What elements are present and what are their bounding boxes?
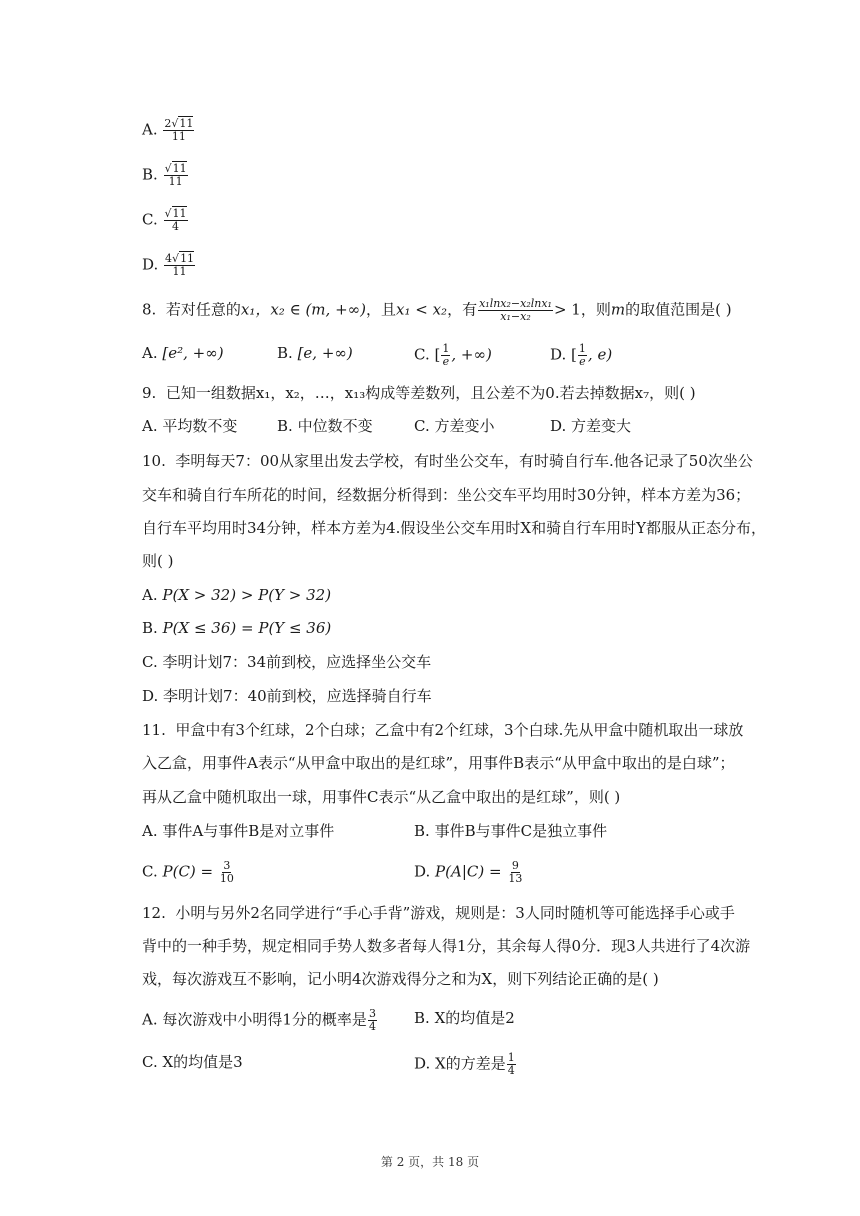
q8-option-d	[550, 343, 612, 368]
q10-stem-line-2	[142, 485, 750, 505]
option-letter: A.	[142, 344, 158, 362]
question-number: 12.	[142, 904, 166, 922]
denominator: 11	[171, 130, 186, 143]
denominator: e	[579, 355, 586, 368]
denominator: 13	[508, 872, 523, 885]
q9-option-a	[142, 416, 237, 436]
q11-text: 入乙盒，用事件A表示“从甲盒中取出的是红球”，用事件B表示“从甲盒中取出的是白球”；	[142, 754, 735, 772]
denominator: 10	[219, 872, 234, 885]
numerator: 1	[578, 342, 586, 355]
option-text: 每次游戏中小明得1分的概率是	[162, 1010, 367, 1029]
denominator: x₁−x₂	[500, 310, 531, 323]
q8-option-c	[414, 343, 492, 368]
option-letter: C.	[142, 1053, 158, 1071]
option-text: 方差变小	[434, 417, 495, 435]
denominator: 4	[172, 220, 179, 233]
q10-stem-line-1	[142, 451, 753, 471]
q9-option-d	[550, 416, 631, 436]
radicand: 11	[179, 117, 194, 130]
radicand: 11	[180, 252, 195, 265]
q10-text: 交车和骑自行车所花的时间，经数据分析得到：坐公交车平均用时30分钟，样本方差为36；	[142, 486, 751, 504]
option-letter: A.	[142, 822, 158, 840]
numerator: 3	[223, 859, 231, 872]
option-text: [	[571, 345, 577, 364]
radicand: 11	[172, 162, 187, 175]
option-letter: C.	[142, 653, 158, 671]
numerator: x₁lnx₂−x₂lnx₁	[479, 297, 552, 310]
option-letter: B.	[277, 417, 293, 435]
q11-stem-line-1	[142, 720, 743, 740]
fraction	[368, 1008, 377, 1033]
option-text: 事件B与事件C是独立事件	[434, 822, 608, 840]
q9-option-b	[277, 416, 373, 436]
q10-stem-line-3	[142, 518, 766, 538]
q12-option-c	[142, 1052, 243, 1072]
fraction: $\frac{√11}{11}$	[164, 162, 187, 188]
denominator: 4	[507, 1064, 515, 1077]
q12-stem-line-2	[142, 936, 750, 956]
q8-text: ，则	[580, 300, 611, 319]
page-footer: 第 2 页，共 18 页	[380, 1155, 480, 1169]
option-text: 中位数不变	[297, 417, 373, 435]
coefficient: 4	[165, 252, 173, 265]
q11-option-c	[142, 860, 236, 885]
q8-fraction	[478, 298, 553, 323]
option-letter: B.	[414, 1009, 430, 1027]
q11-option-b	[414, 821, 607, 841]
q9-text: 已知一组数据x₁，x₂，…，x₁₃构成等差数列，且公差不为0.若去掉数据x₇，则( )	[165, 384, 696, 402]
question-number: 11.	[142, 721, 166, 739]
option-text: 方差变大	[571, 417, 632, 435]
q12-option-a	[142, 1008, 378, 1033]
option-letter: D.	[142, 255, 159, 274]
q11-option-d	[414, 860, 524, 885]
option-letter: A.	[142, 1010, 158, 1029]
denominator: e	[442, 355, 450, 368]
q10-option-a	[142, 585, 331, 605]
option-letter: A.	[142, 586, 158, 604]
fraction	[578, 343, 587, 368]
option-letter: B.	[142, 165, 158, 184]
q8-text: 若对任意的	[165, 300, 241, 319]
numerator: 3	[368, 1007, 376, 1020]
q11-text: 再从乙盒中随机取出一球，用事件C表示“从乙盒中取出的是红球”，则( )	[142, 788, 621, 806]
q8-text: ，且	[366, 300, 397, 319]
q7-option-d	[142, 253, 196, 278]
q8-variable: m	[610, 300, 626, 319]
option-letter: D.	[414, 862, 431, 881]
q12-stem-line-1	[142, 903, 735, 923]
q8-condition: x₁ < x₂	[396, 300, 448, 319]
option-text: X的均值是3	[162, 1053, 243, 1071]
q7-option-a	[142, 118, 195, 143]
option-letter: C.	[142, 862, 158, 881]
q12-text: 背中的一种手势，规定相同手势人数多者每人得1分，其余每人得0分．现3人共进行了4次游	[142, 937, 751, 955]
option-text: 事件A与事件B是对立事件	[162, 822, 335, 840]
option-text: [e², +∞)	[162, 344, 224, 362]
q11-stem-line-3	[142, 787, 620, 807]
q10-text: 李明每天7：00从家里出发去学校，有时坐公交车，有时骑自行车.他各记录了50次坐公	[175, 452, 753, 470]
option-text: 李明计划7：40前到校，应选择骑自行车	[163, 687, 432, 705]
q10-option-c	[142, 652, 431, 672]
denominator: 4	[368, 1020, 376, 1033]
fraction	[507, 1052, 516, 1077]
q12-text: 戏，每次游戏互不影响，记小明4次游戏得分之和为X，则下列结论正确的是( )	[142, 970, 659, 988]
q11-stem-line-2	[142, 753, 735, 773]
question-number: 8.	[142, 300, 157, 319]
numerator: 1	[442, 342, 450, 355]
option-letter: D.	[142, 687, 159, 705]
radicand: 11	[172, 207, 187, 220]
option-text: , +∞)	[451, 345, 492, 364]
fraction: $\frac{2√11}{11}$	[164, 117, 194, 143]
option-text: , e)	[587, 345, 613, 364]
option-letter: B.	[277, 344, 293, 362]
option-text: X的均值是2	[434, 1009, 515, 1027]
option-text: [e, +∞)	[297, 344, 353, 362]
q8-domain: x₁，x₂ ∈ (m, +∞)	[240, 300, 366, 319]
fraction	[507, 860, 523, 885]
option-text: P(C) =	[162, 862, 214, 881]
q8-text: ，有	[447, 300, 478, 319]
option-text: 平均数不变	[162, 417, 238, 435]
q8-text: 的取值范围是( )	[625, 300, 732, 319]
q8-inequality: > 1	[553, 300, 581, 319]
q8-stem	[142, 298, 732, 323]
q12-option-b	[414, 1008, 515, 1028]
coefficient: 2	[164, 117, 172, 130]
option-text: X的方差是	[435, 1054, 506, 1073]
q11-option-a	[142, 821, 334, 841]
numerator: 1	[507, 1051, 515, 1064]
q10-option-b	[142, 618, 331, 638]
option-letter: D.	[414, 1054, 431, 1073]
q10-text: 则( )	[142, 552, 174, 570]
q12-option-d	[414, 1052, 517, 1077]
numerator: 9	[511, 859, 519, 872]
option-letter: C.	[142, 210, 158, 229]
option-text: P(X > 32) > P(Y > 32)	[162, 586, 332, 604]
fraction: $\frac{√11}{4}$	[164, 207, 187, 233]
option-text: [	[434, 345, 441, 364]
option-text: 李明计划7：34前到校，应选择坐公交车	[162, 653, 432, 671]
option-letter: B.	[142, 619, 158, 637]
option-letter: A.	[142, 120, 158, 139]
q8-option-b	[277, 343, 353, 363]
q10-text: 自行车平均用时34分钟，样本方差为4.假设坐公交车用时X和骑自行车用时Y都服从正态分布，	[142, 519, 766, 537]
q9-option-c	[414, 416, 495, 436]
option-letter: C.	[414, 345, 430, 364]
fraction	[441, 343, 450, 368]
q8-option-a	[142, 343, 224, 363]
option-letter: D.	[550, 345, 567, 364]
denominator: 11	[172, 265, 187, 278]
q9-stem	[142, 383, 696, 403]
q7-option-c	[142, 208, 189, 233]
question-number: 10.	[142, 452, 166, 470]
fraction	[219, 860, 235, 885]
option-letter: C.	[414, 417, 430, 435]
q7-option-b	[142, 163, 189, 188]
q12-stem-line-3	[142, 969, 659, 989]
fraction: $\frac{4√11}{11}$	[165, 252, 195, 278]
option-letter: B.	[414, 822, 430, 840]
question-number: 9.	[142, 384, 157, 402]
q10-stem-line-4	[142, 551, 173, 571]
denominator: 11	[168, 175, 183, 188]
option-text: P(A|C) =	[435, 862, 502, 881]
q10-option-d	[142, 686, 432, 706]
q12-text: 小明与另外2名同学进行“手心手背”游戏，规则是：3人同时随机等可能选择手心或手	[175, 904, 735, 922]
q11-text: 甲盒中有3个红球，2个白球；乙盒中有2个红球，3个白球.先从甲盒中随机取出一球放	[175, 721, 744, 739]
option-letter: D.	[550, 417, 567, 435]
option-letter: A.	[142, 417, 158, 435]
option-text: P(X ≤ 36) = P(Y ≤ 36)	[162, 619, 332, 637]
